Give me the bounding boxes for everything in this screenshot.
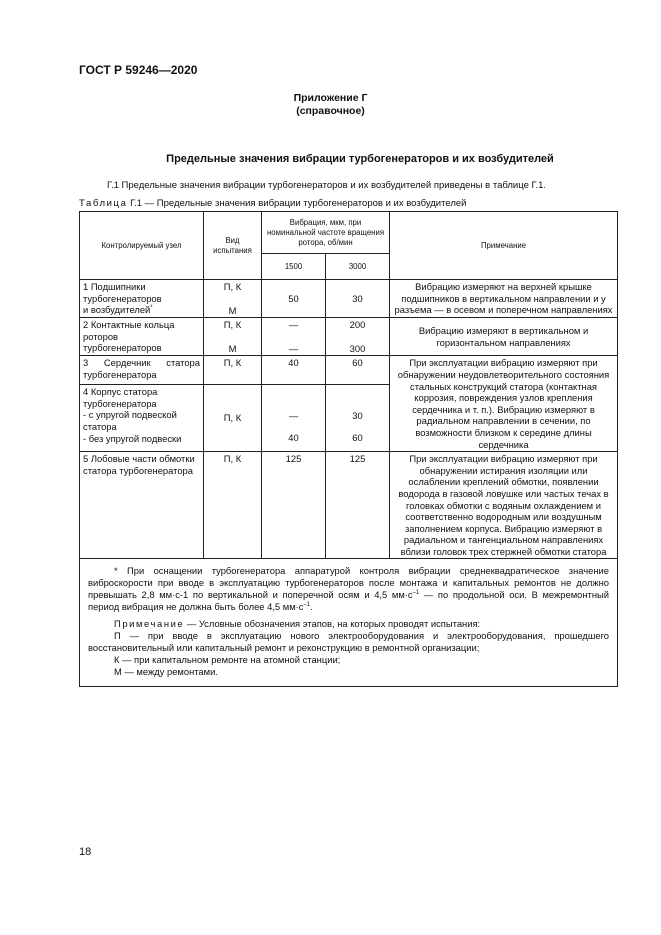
note-label: Примечание (114, 618, 185, 630)
row2-v3000 (326, 318, 390, 356)
footnote-mark: * (150, 305, 153, 312)
appendix-heading (0, 92, 661, 118)
note-item-m: М — между ремонтами. (114, 666, 218, 678)
table-footer (80, 559, 618, 687)
footnote-part-a: * При оснащении турбогенератора аппаратурой контроля вибрации среднеквадратическое значение виброскорости при вводе в эксплуатацию турбогенераторов после монтажа и капитальных ремонтов не должно превышать 2,8 мм·с-1 по вертикальной и поперечной осям и 4,5 мм·с (88, 565, 610, 601)
table-caption-text: Г.1 — Предельные значения вибрации турбогенераторов и их возбудителей (127, 198, 467, 209)
header-rpm-1500: 1500 (262, 254, 326, 280)
table-row (80, 356, 618, 385)
row2-unit (80, 318, 204, 356)
row2-v3000-a: 200 (349, 319, 366, 331)
table-row (80, 452, 618, 559)
row1-v1500: 50 (262, 280, 326, 318)
header-note: Примечание (390, 212, 618, 280)
row4-v1500 (262, 385, 326, 452)
row2-test-b: М (228, 342, 237, 354)
row1-unit-b-line (83, 304, 200, 316)
header-vibration: Вибрация, мкм, при номинальной частоте вращения ротора, об/мин (262, 212, 390, 254)
table-footer-row (80, 559, 618, 687)
row4-v3000-c: 60 (352, 431, 363, 443)
row1-unit-a: 1 Подшипники турбогенераторов (83, 281, 162, 304)
row4-v1500-b: — (288, 410, 299, 422)
row5-v3000: 125 (326, 452, 390, 559)
table-caption (79, 198, 466, 209)
row2-v1500-b: — (288, 342, 299, 354)
row2-unit-a: 2 Контактные кольца роторов (83, 319, 175, 342)
footnote-part-b: — по продольной оси. В межремонтный период вибрация не должна быть более 4,5 мм·с (88, 589, 610, 613)
page-number: 18 (79, 846, 92, 858)
footnote-part-c: . (310, 601, 313, 613)
row1-test-a: П, К (223, 281, 242, 292)
row4-unit (80, 385, 204, 452)
row4-unit-a: 4 Корпус статора турбогенератора (83, 386, 158, 409)
row2-unit-b: турбогенераторов (83, 342, 162, 354)
appendix-subtitle: (справочное) (296, 105, 365, 117)
row2-test (204, 318, 262, 356)
standard-number: ГОСТ Р 59246—2020 (79, 63, 198, 77)
row4-test: П, К (204, 385, 262, 452)
row2-v3000-b: 300 (349, 342, 366, 354)
row1-unit-b: и возбудителей (83, 304, 151, 316)
footnote-sup-2: –1 (303, 602, 311, 609)
row3-v3000: 60 (326, 356, 390, 385)
intro-paragraph: Г.1 Предельные значения вибрации турбогенераторов и их возбудителей приведены в таблице Г.1. (107, 180, 547, 191)
row1-test (204, 280, 262, 318)
table-row (80, 318, 618, 356)
table-caption-prefix: Таблица (79, 198, 128, 209)
row5-note: При эксплуатации вибрацию измеряют при обнаружении истирания изоляции или ослаблении креплений обмотки, появлении водорода в газовой ловушке или частых течах в головках обмотки с водяным охлаждением и соответственно водородным или воздушным заполнением корпуса. Вибрацию измеряют в радиальном и тангенциальном направлениях вблизи головок трех стержней обмотки статора (390, 452, 618, 559)
row5-test: П, К (204, 452, 262, 559)
footnote-sup-1: –1 (412, 590, 420, 597)
row2-note: Вибрацию измеряют в вертикальном и горизонтальном направлениях (390, 318, 618, 356)
footnote-text (88, 565, 609, 613)
row3-unit: 3 Сердечник статора турбогенератора (80, 356, 204, 385)
row5-unit: 5 Лобовые части обмотки статора турбогенератора (80, 452, 204, 559)
note-lead (88, 618, 609, 630)
header-test-type: Вид испытания (204, 212, 262, 280)
row4-v3000 (326, 385, 390, 452)
note-item-p: П — при вводе в эксплуатацию нового электрооборудования и электрооборудования, прошедшего восстановительный или капитальный ремонт и реконструкцию в ремонтной организации; (88, 630, 610, 654)
appendix-title: Приложение Г (293, 92, 368, 104)
row1-v3000: 30 (326, 280, 390, 318)
row4-unit-c: - без упругой подвески (83, 432, 182, 444)
note-lead-text: — Условные обозначения этапов, на которых проводят испытания: (184, 618, 481, 630)
table-row (80, 280, 618, 318)
note-item-k: К — при капитальном ремонте на атомной станции; (114, 654, 341, 666)
row2-test-a: П, К (223, 319, 242, 331)
row4-v1500-c: 40 (288, 431, 299, 443)
row2-v1500 (262, 318, 326, 356)
row3-note: При эксплуатации вибрацию измеряют при обнаружении неудовлетворительного состояния стальных конструкций статора (контактная коррозия, повреждения узлов крепления сердечника и т. п.). Вибрацию измеряют в радиальном направлении в сечении, по возможности близком к середине длины сердечника (390, 356, 618, 452)
row1-unit (80, 280, 204, 318)
section-title: Предельные значения вибрации турбогенераторов и их возбудителей (166, 153, 554, 165)
row1-note: Вибрацию измеряют на верхней крышке подшипников в вертикальном направлении и у разъема — в осевом и поперечном направлениях (390, 280, 618, 318)
row3-test: П, К (204, 356, 262, 385)
row5-v1500: 125 (262, 452, 326, 559)
header-unit: Контролируемый узел (80, 212, 204, 280)
row2-v1500-a: — (288, 319, 299, 331)
row3-v1500: 40 (262, 356, 326, 385)
header-rpm-3000: 3000 (326, 254, 390, 280)
vibration-table (79, 211, 618, 687)
row1-test-b: М (228, 304, 237, 316)
row4-v3000-b: 30 (352, 410, 363, 422)
row4-unit-b: - с упругой подвеской статора (83, 409, 177, 432)
table-header-row (80, 212, 618, 254)
